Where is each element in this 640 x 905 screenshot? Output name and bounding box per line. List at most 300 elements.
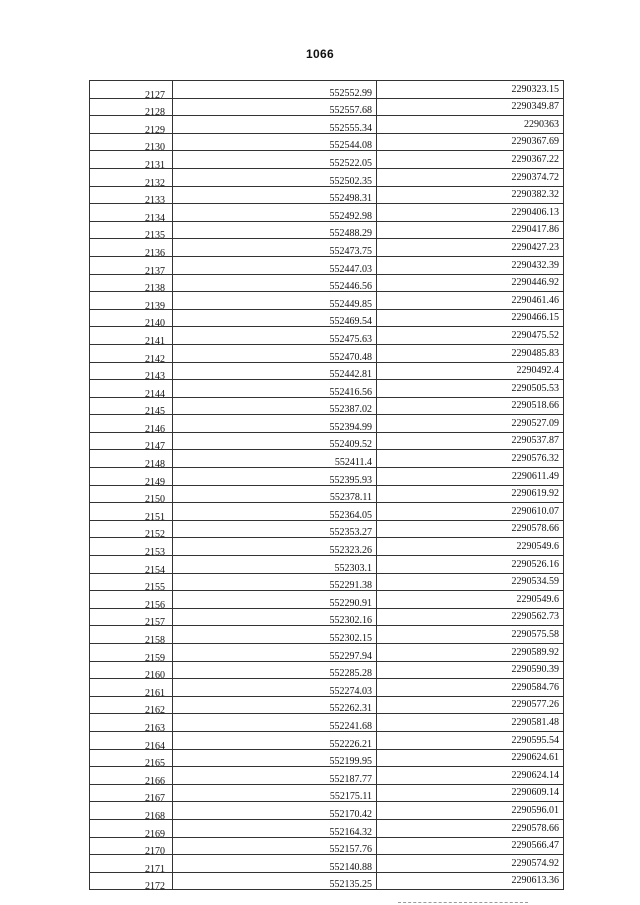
x-coordinate-cell bbox=[173, 450, 377, 468]
cell-text: 2136 bbox=[145, 247, 165, 257]
cell-text: 2290349.87 bbox=[511, 101, 559, 113]
cell-text: 2161 bbox=[145, 687, 165, 697]
cell-text: 2167 bbox=[145, 793, 165, 802]
table-row bbox=[90, 731, 564, 749]
cell-text: 2166 bbox=[145, 775, 165, 785]
cell-text: 552473.75 bbox=[329, 245, 372, 257]
cell-text: 552411.4 bbox=[334, 457, 372, 468]
point-number-cell bbox=[90, 362, 173, 380]
cell-text: 552303.1 bbox=[334, 562, 372, 574]
table-row bbox=[90, 450, 564, 468]
cell-text: 2168 bbox=[145, 810, 165, 820]
cell-text: 552475.63 bbox=[329, 333, 372, 345]
table-row bbox=[90, 256, 564, 274]
table-row bbox=[90, 819, 564, 837]
cell-text: 2290566.47 bbox=[511, 840, 559, 852]
x-coordinate-cell bbox=[173, 591, 377, 609]
cell-text: 2164 bbox=[145, 740, 165, 750]
cell-text: 552302.16 bbox=[329, 615, 372, 626]
cell-text: 552323.26 bbox=[329, 545, 372, 556]
cell-text: 2152 bbox=[145, 529, 165, 538]
coordinate-table bbox=[89, 80, 564, 890]
x-coordinate-cell bbox=[173, 292, 377, 310]
cell-text: 2143 bbox=[145, 371, 165, 380]
point-number-cell bbox=[90, 327, 173, 345]
y-coordinate-cell bbox=[377, 819, 564, 837]
cell-text: 2290446.92 bbox=[511, 277, 559, 289]
table-row bbox=[90, 468, 564, 486]
x-coordinate-cell bbox=[173, 802, 377, 820]
table-row bbox=[90, 239, 564, 257]
y-coordinate-cell bbox=[377, 626, 564, 644]
cell-text: 2290596.01 bbox=[511, 804, 559, 816]
cell-text: 2155 bbox=[145, 582, 165, 591]
x-coordinate-cell bbox=[173, 327, 377, 345]
point-number-cell bbox=[90, 784, 173, 802]
y-coordinate-cell bbox=[377, 714, 564, 732]
y-coordinate-cell bbox=[377, 556, 564, 574]
y-coordinate-cell bbox=[377, 327, 564, 345]
cell-text: 552442.81 bbox=[329, 369, 372, 380]
cell-text: 552492.98 bbox=[329, 210, 372, 222]
point-number-cell bbox=[90, 731, 173, 749]
y-coordinate-cell bbox=[377, 98, 564, 116]
cell-text: 2148 bbox=[145, 459, 165, 468]
x-coordinate-cell bbox=[173, 538, 377, 556]
cell-text: 552135.25 bbox=[329, 879, 372, 890]
point-number-cell bbox=[90, 538, 173, 556]
cell-text: 552555.34 bbox=[329, 122, 372, 134]
y-coordinate-cell bbox=[377, 503, 564, 521]
y-coordinate-cell bbox=[377, 784, 564, 802]
cell-text: 2150 bbox=[145, 494, 165, 503]
y-coordinate-cell bbox=[377, 309, 564, 327]
y-coordinate-cell bbox=[377, 802, 564, 820]
cell-text: 552446.56 bbox=[329, 281, 372, 292]
x-coordinate-cell bbox=[173, 98, 377, 116]
cell-text: 552187.77 bbox=[329, 773, 372, 785]
table-row bbox=[90, 503, 564, 521]
table-row bbox=[90, 292, 564, 310]
page-number: 1066 bbox=[306, 47, 334, 61]
cell-text: 2290537.87 bbox=[511, 435, 559, 447]
y-coordinate-cell bbox=[377, 274, 564, 292]
cell-text: 552447.03 bbox=[329, 263, 372, 275]
table-row bbox=[90, 661, 564, 679]
y-coordinate-cell bbox=[377, 292, 564, 310]
point-number-cell bbox=[90, 644, 173, 662]
table-row bbox=[90, 380, 564, 398]
cell-text: 552544.08 bbox=[329, 140, 372, 151]
cell-text: 552470.48 bbox=[329, 351, 372, 362]
cell-text: 2153 bbox=[145, 547, 165, 556]
cell-text: 2127 bbox=[145, 89, 165, 99]
cell-text: 2290575.58 bbox=[511, 629, 559, 640]
point-number-cell bbox=[90, 855, 173, 873]
y-coordinate-cell bbox=[377, 116, 564, 134]
x-coordinate-cell bbox=[173, 626, 377, 644]
x-coordinate-cell bbox=[173, 151, 377, 169]
table-row bbox=[90, 432, 564, 450]
cell-text: 2290367.22 bbox=[511, 153, 559, 165]
cell-text: 2290609.14 bbox=[511, 787, 559, 799]
cell-text: 552297.94 bbox=[329, 650, 372, 662]
table-row bbox=[90, 186, 564, 204]
cell-text: 552199.95 bbox=[329, 756, 372, 767]
table-row bbox=[90, 415, 564, 433]
cell-text: 552353.27 bbox=[329, 527, 372, 538]
y-coordinate-cell bbox=[377, 151, 564, 169]
point-number-cell bbox=[90, 819, 173, 837]
point-number-cell bbox=[90, 221, 173, 239]
cell-text: 2290527.09 bbox=[511, 417, 559, 429]
cell-text: 2142 bbox=[145, 353, 165, 362]
cell-text: 2290574.92 bbox=[511, 857, 559, 869]
x-coordinate-cell bbox=[173, 362, 377, 380]
cell-text: 2145 bbox=[145, 406, 165, 415]
point-number-cell bbox=[90, 802, 173, 820]
cell-text: 2290367.69 bbox=[511, 136, 559, 148]
cell-text: 552502.35 bbox=[329, 175, 372, 187]
cell-text: 552164.32 bbox=[329, 826, 372, 838]
point-number-cell bbox=[90, 556, 173, 574]
point-number-cell bbox=[90, 186, 173, 204]
point-number-cell bbox=[90, 81, 173, 99]
x-coordinate-cell bbox=[173, 714, 377, 732]
point-number-cell bbox=[90, 292, 173, 310]
y-coordinate-cell bbox=[377, 661, 564, 679]
cell-text: 2290619.92 bbox=[511, 488, 559, 500]
y-coordinate-cell bbox=[377, 362, 564, 380]
point-number-cell bbox=[90, 749, 173, 767]
cell-text: 2171 bbox=[145, 863, 165, 873]
cell-text: 2140 bbox=[145, 318, 165, 327]
x-coordinate-cell bbox=[173, 380, 377, 398]
cell-text: 552522.05 bbox=[329, 157, 372, 169]
point-number-cell bbox=[90, 503, 173, 521]
x-coordinate-cell bbox=[173, 256, 377, 274]
cell-text: 2172 bbox=[145, 881, 165, 890]
table-row bbox=[90, 116, 564, 134]
cell-text: 2290505.53 bbox=[511, 382, 559, 394]
x-coordinate-cell bbox=[173, 837, 377, 855]
point-number-cell bbox=[90, 274, 173, 292]
y-coordinate-cell bbox=[377, 520, 564, 538]
point-number-cell bbox=[90, 591, 173, 609]
y-coordinate-cell bbox=[377, 872, 564, 890]
footer-rule bbox=[398, 902, 528, 903]
point-number-cell bbox=[90, 415, 173, 433]
point-number-cell bbox=[90, 204, 173, 222]
cell-text: 2290374.72 bbox=[511, 171, 559, 183]
cell-text: 552157.76 bbox=[329, 844, 372, 855]
y-coordinate-cell bbox=[377, 485, 564, 503]
y-coordinate-cell bbox=[377, 81, 564, 99]
y-coordinate-cell bbox=[377, 679, 564, 697]
cell-text: 552378.11 bbox=[329, 492, 372, 503]
cell-text: 552449.85 bbox=[329, 298, 372, 310]
cell-text: 552226.21 bbox=[329, 738, 372, 750]
point-number-cell bbox=[90, 573, 173, 591]
cell-text: 2290576.32 bbox=[511, 453, 559, 465]
x-coordinate-cell bbox=[173, 731, 377, 749]
cell-text: 552557.68 bbox=[329, 105, 372, 116]
cell-text: 2290492.4 bbox=[516, 365, 559, 377]
cell-text: 552488.29 bbox=[329, 228, 372, 239]
cell-text: 2157 bbox=[145, 617, 165, 626]
cell-text: 552498.31 bbox=[329, 193, 372, 204]
x-coordinate-cell bbox=[173, 503, 377, 521]
cell-text: 552290.91 bbox=[329, 597, 372, 609]
y-coordinate-cell bbox=[377, 221, 564, 239]
point-number-cell bbox=[90, 767, 173, 785]
y-coordinate-cell bbox=[377, 837, 564, 855]
cell-text: 552409.52 bbox=[329, 439, 372, 450]
y-coordinate-cell bbox=[377, 256, 564, 274]
table-row bbox=[90, 221, 564, 239]
cell-text: 2129 bbox=[145, 124, 165, 134]
point-number-cell bbox=[90, 309, 173, 327]
cell-text: 2170 bbox=[145, 846, 165, 855]
x-coordinate-cell bbox=[173, 344, 377, 362]
x-coordinate-cell bbox=[173, 133, 377, 151]
x-coordinate-cell bbox=[173, 573, 377, 591]
cell-text: 2130 bbox=[145, 142, 165, 151]
point-number-cell bbox=[90, 608, 173, 626]
table-row bbox=[90, 274, 564, 292]
x-coordinate-cell bbox=[173, 872, 377, 890]
point-number-cell bbox=[90, 168, 173, 186]
cell-text: 2132 bbox=[145, 177, 165, 187]
y-coordinate-cell bbox=[377, 855, 564, 873]
cell-text: 2290549.6 bbox=[516, 593, 559, 605]
x-coordinate-cell bbox=[173, 81, 377, 99]
y-coordinate-cell bbox=[377, 239, 564, 257]
cell-text: 2290461.46 bbox=[511, 294, 559, 306]
x-coordinate-cell bbox=[173, 415, 377, 433]
cell-text: 552241.68 bbox=[329, 720, 372, 732]
cell-text: 552285.28 bbox=[329, 668, 372, 679]
point-number-cell bbox=[90, 661, 173, 679]
point-number-cell bbox=[90, 98, 173, 116]
table-row bbox=[90, 837, 564, 855]
point-number-cell bbox=[90, 520, 173, 538]
table-row bbox=[90, 855, 564, 873]
x-coordinate-cell bbox=[173, 819, 377, 837]
cell-text: 2146 bbox=[145, 423, 165, 433]
x-coordinate-cell bbox=[173, 397, 377, 415]
cell-text: 2290382.32 bbox=[511, 189, 559, 201]
point-number-cell bbox=[90, 485, 173, 503]
cell-text: 2134 bbox=[145, 212, 165, 222]
x-coordinate-cell bbox=[173, 520, 377, 538]
cell-text: 2154 bbox=[145, 564, 165, 574]
cell-text: 2163 bbox=[145, 722, 165, 732]
point-number-cell bbox=[90, 626, 173, 644]
cell-text: 552395.93 bbox=[329, 474, 372, 486]
cell-text: 2290518.66 bbox=[511, 400, 559, 412]
cell-text: 552302.15 bbox=[329, 633, 372, 644]
point-number-cell bbox=[90, 450, 173, 468]
point-number-cell bbox=[90, 116, 173, 134]
cell-text: 2290624.61 bbox=[511, 752, 559, 764]
cell-text: 552364.05 bbox=[329, 509, 372, 521]
cell-text: 2165 bbox=[145, 758, 165, 767]
cell-text: 2290595.54 bbox=[511, 734, 559, 746]
x-coordinate-cell bbox=[173, 168, 377, 186]
y-coordinate-cell bbox=[377, 538, 564, 556]
point-number-cell bbox=[90, 344, 173, 362]
y-coordinate-cell bbox=[377, 608, 564, 626]
point-number-cell bbox=[90, 837, 173, 855]
y-coordinate-cell bbox=[377, 380, 564, 398]
cell-text: 2290589.92 bbox=[511, 646, 559, 658]
cell-text: 2128 bbox=[145, 107, 165, 116]
y-coordinate-cell bbox=[377, 415, 564, 433]
cell-text: 552140.88 bbox=[329, 861, 372, 873]
y-coordinate-cell bbox=[377, 767, 564, 785]
y-coordinate-cell bbox=[377, 186, 564, 204]
y-coordinate-cell bbox=[377, 644, 564, 662]
cell-text: 2137 bbox=[145, 265, 165, 275]
cell-text: 2159 bbox=[145, 652, 165, 662]
cell-text: 2135 bbox=[145, 230, 165, 239]
cell-text: 2131 bbox=[145, 159, 165, 169]
x-coordinate-cell bbox=[173, 274, 377, 292]
cell-text: 2290466.15 bbox=[511, 312, 559, 324]
x-coordinate-cell bbox=[173, 749, 377, 767]
y-coordinate-cell bbox=[377, 344, 564, 362]
x-coordinate-cell bbox=[173, 186, 377, 204]
cell-text: 2290578.66 bbox=[511, 523, 559, 535]
cell-text: 2290584.76 bbox=[511, 681, 559, 693]
cell-text: 552274.03 bbox=[329, 685, 372, 697]
cell-text: 2133 bbox=[145, 195, 165, 204]
point-number-cell bbox=[90, 239, 173, 257]
cell-text: 2156 bbox=[145, 599, 165, 609]
cell-text: 2290475.52 bbox=[511, 329, 559, 341]
cell-text: 552394.99 bbox=[329, 421, 372, 433]
point-number-cell bbox=[90, 397, 173, 415]
cell-text: 2158 bbox=[145, 635, 165, 644]
cell-text: 2290581.48 bbox=[511, 716, 559, 728]
y-coordinate-cell bbox=[377, 468, 564, 486]
cell-text: 2290610.07 bbox=[511, 505, 559, 517]
cell-text: 2290577.26 bbox=[511, 699, 559, 711]
table-row bbox=[90, 767, 564, 785]
cell-text: 2290534.59 bbox=[511, 576, 559, 588]
point-number-cell bbox=[90, 714, 173, 732]
x-coordinate-cell bbox=[173, 239, 377, 257]
table-row bbox=[90, 151, 564, 169]
table-row bbox=[90, 714, 564, 732]
point-number-cell bbox=[90, 133, 173, 151]
cell-text: 2141 bbox=[145, 335, 165, 345]
cell-text: 2290549.6 bbox=[516, 541, 559, 553]
cell-text: 552175.11 bbox=[329, 791, 372, 802]
table-row bbox=[90, 538, 564, 556]
y-coordinate-cell bbox=[377, 133, 564, 151]
y-coordinate-cell bbox=[377, 696, 564, 714]
x-coordinate-cell bbox=[173, 679, 377, 697]
cell-text: 2151 bbox=[145, 511, 165, 521]
cell-text: 552170.42 bbox=[329, 808, 372, 820]
table-row bbox=[90, 591, 564, 609]
x-coordinate-cell bbox=[173, 221, 377, 239]
x-coordinate-cell bbox=[173, 696, 377, 714]
cell-text: 552416.56 bbox=[329, 386, 372, 398]
x-coordinate-cell bbox=[173, 432, 377, 450]
table-row bbox=[90, 626, 564, 644]
table-row bbox=[90, 362, 564, 380]
y-coordinate-cell bbox=[377, 432, 564, 450]
x-coordinate-cell bbox=[173, 784, 377, 802]
table-row bbox=[90, 872, 564, 890]
table-row bbox=[90, 98, 564, 116]
cell-text: 552469.54 bbox=[329, 316, 372, 327]
cell-text: 2290562.73 bbox=[511, 611, 559, 623]
point-number-cell bbox=[90, 432, 173, 450]
cell-text: 2139 bbox=[145, 300, 165, 310]
y-coordinate-cell bbox=[377, 397, 564, 415]
cell-text: 2290624.14 bbox=[511, 769, 559, 781]
table-row bbox=[90, 204, 564, 222]
cell-text: 2290363 bbox=[524, 118, 559, 130]
cell-text: 2290611.49 bbox=[511, 470, 559, 482]
table-row bbox=[90, 573, 564, 591]
table-row bbox=[90, 168, 564, 186]
x-coordinate-cell bbox=[173, 485, 377, 503]
table-row bbox=[90, 749, 564, 767]
table-row bbox=[90, 520, 564, 538]
table-row bbox=[90, 644, 564, 662]
y-coordinate-cell bbox=[377, 573, 564, 591]
cell-text: 2162 bbox=[145, 705, 165, 714]
cell-text: 2290406.13 bbox=[511, 206, 559, 218]
x-coordinate-cell bbox=[173, 661, 377, 679]
y-coordinate-cell bbox=[377, 450, 564, 468]
cell-text: 552387.02 bbox=[329, 404, 372, 415]
x-coordinate-cell bbox=[173, 608, 377, 626]
point-number-cell bbox=[90, 151, 173, 169]
table-row bbox=[90, 81, 564, 99]
cell-text: 2290578.66 bbox=[511, 822, 559, 834]
cell-text: 2160 bbox=[145, 670, 165, 679]
cell-text: 2149 bbox=[145, 476, 165, 486]
cell-text: 552552.99 bbox=[329, 87, 372, 99]
y-coordinate-cell bbox=[377, 731, 564, 749]
table-row bbox=[90, 344, 564, 362]
x-coordinate-cell bbox=[173, 644, 377, 662]
cell-text: 2144 bbox=[145, 388, 165, 398]
cell-text: 552262.31 bbox=[329, 703, 372, 714]
table-row bbox=[90, 679, 564, 697]
point-number-cell bbox=[90, 468, 173, 486]
cell-text: 2169 bbox=[145, 828, 165, 838]
cell-text: 2290526.16 bbox=[511, 558, 559, 570]
table-row bbox=[90, 696, 564, 714]
table-row bbox=[90, 485, 564, 503]
x-coordinate-cell bbox=[173, 556, 377, 574]
cell-text: 2290323.15 bbox=[511, 83, 559, 95]
table-row bbox=[90, 327, 564, 345]
cell-text: 2290427.23 bbox=[511, 241, 559, 253]
y-coordinate-cell bbox=[377, 749, 564, 767]
table-row bbox=[90, 309, 564, 327]
point-number-cell bbox=[90, 679, 173, 697]
table-row bbox=[90, 784, 564, 802]
table-row bbox=[90, 608, 564, 626]
